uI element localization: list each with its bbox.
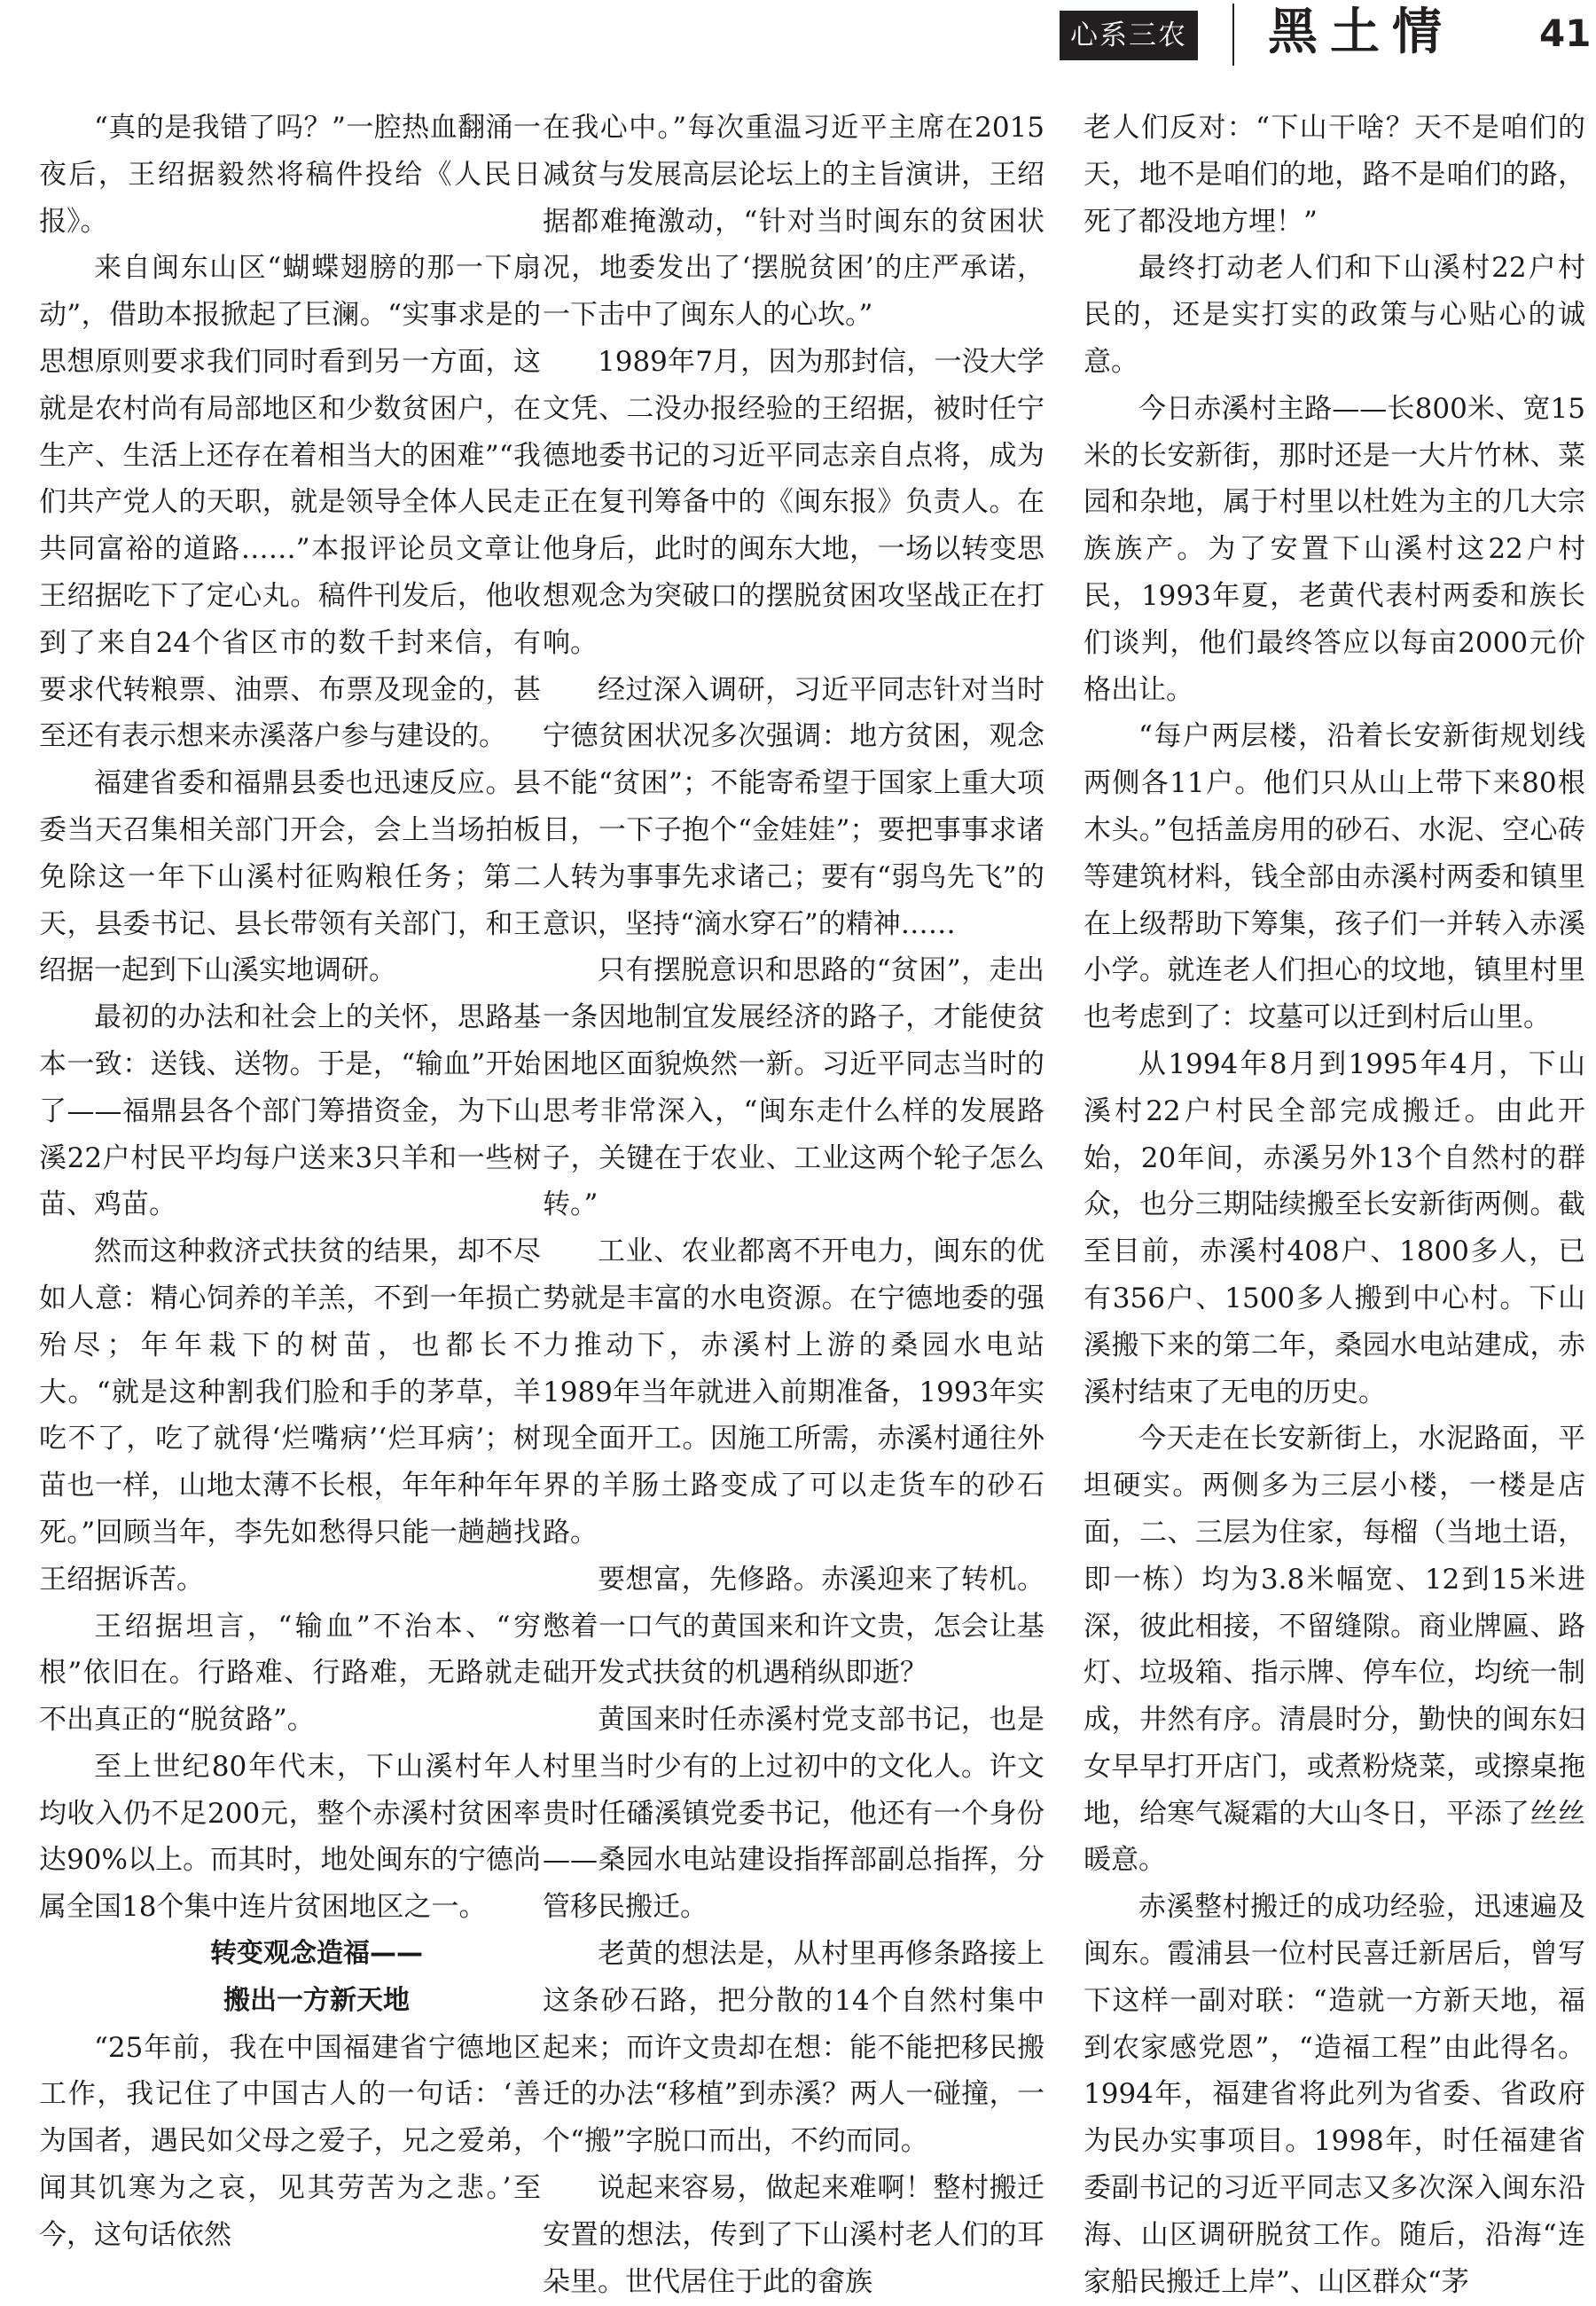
section-subheading: 转变观念造福—— [210,1938,423,1970]
paragraph: 王绍据坦言，“输血”不治本、“穷根”依旧在。行路难、行路难，无路就走不出真正的“脱贫路”。 [39,1610,541,1737]
paragraph: 老人们反对：“下山干啥？天不是咱们的天，地不是咱们的地，路不是咱们的路，死了都没地方埋！” [1084,112,1585,238]
page-header [0,0,1596,80]
paragraph: 今天走在长安新街上，水泥路面，平坦硬实。两侧多为三层小楼，一楼是店面，二、三层为住家，每榴（当地土语，即一栋）均为3.8米幅宽、12到15米进深，彼此相接，不留缝隙。商业牌匾、路灯、垃圾箱、指示牌、停车位，均统一制成，井然有序。清晨时分，勤快的闽东妇女早早打开店门，或煮粉烧菜，或擦桌拖地，给寒气凝霜的大山冬日，平添了丝丝暖意。 [1084,1423,1585,1877]
article-column-1 [39,105,541,2306]
paragraph: 老黄的想法是，从村里再修条路接上这条砂石路，把分散的14个自然村集中起来；而许文贵却在想：能不能把移民搬迁的办法“移植”到赤溪？两人一碰撞，一个“搬”字脱口而出，不约而同。 [543,1938,1044,2158]
paragraph: 最初的办法和社会上的关怀，思路基本一致：送钱、送物。于是，“输血”开始了——福鼎县各个部门筹措资金，为下山溪22户村民平均每户送来3只羊和一些树苗、鸡苗。 [39,1001,541,1221]
magazine-logo: 黑土情 [1268,3,1454,61]
paragraph: 从1994年8月到1995年4月，下山溪村22户村民全部完成搬迁。由此开始，20年间，赤溪另外13个自然村的群众，也分三期陆续搬至长安新街两侧。截至目前，赤溪村408户、1800多人，已有356户、1500多人搬到中心村。下山溪搬下来的第二年，桑园水电站建成，赤溪村结束了无电的历史。 [1084,1047,1585,1408]
paragraph: 赤溪整村搬迁的成功经验，迅速遍及闽东。霞浦县一位村民喜迁新居后，曾写下这样一副对联：“造就一方新天地，福到农家感党恩”，“造福工程”由此得名。1994年，福建省将此列为省委、省政府为民办实事项目。1998年，时任福建省委副书记的习近平同志又多次深入闽东沿海、山区调研脱贫工作。随后，沿海“连家船民搬迁上岸”、山区群众“茅 [1084,1891,1585,2298]
paragraph: 今日赤溪村主路——长800米、宽15米的长安新街，那时还是一大片竹林、菜园和杂地，属于村里以杜姓为主的几大宗族族产。为了安置下山溪村这22户村民，1993年夏，老黄代表村两委和族长们谈判，他们最终答应以每亩2000元价格出让。 [1084,392,1585,706]
paragraph: 说起来容易，做起来难啊！整村搬迁安置的想法，传到了下山溪村老人们的耳朵里。世代居住于此的畲族 [543,2172,1044,2298]
paragraph: 在我心中。”每次重温习近平主席在2015减贫与发展高层论坛上的主旨演讲，王绍据都难掩激动，“针对当时闽东的贫困状况，地委发出了‘摆脱贫困’的庄严承诺，一下击中了闽东人的心坎。” [543,112,1044,332]
page-number: 41 [1539,12,1592,55]
section-tag: 心系三农 [1060,11,1198,60]
paragraph: 1989年7月，因为那封信，一没大学文凭、二没办报经验的王绍据，被时任宁德地委书记的习近平同志亲自点将，成为正在复刊筹备中的《闽东报》负责人。在他身后，此时的闽东大地，一场以转变思想观念为突破口的摆脱贫困攻坚战正在打响。 [543,345,1044,659]
header-divider [1232,4,1234,66]
paragraph: 只有摆脱意识和思路的“贫困”，走出一条因地制宜发展经济的路子，才能使贫困地区面貌焕然一新。习近平同志当时的思考非常深入，“闽东走什么样的发展路子，关键在于农业、工业这两个轮子怎么转。” [543,954,1044,1221]
paragraph: 然而这种救济式扶贫的结果，却不尽如人意：精心饲养的羊羔，不到一年损亡殆尽；年年栽下的树苗，也都长不大。“就是这种割我们脸和手的茅草，羊吃不了，吃了就得‘烂嘴病’‘烂耳病’；树苗也一样，山地太薄不长根，年年种年年死。”回顾当年，李先如愁得只能一趟趟找王绍据诉苦。 [39,1235,541,1596]
paragraph: 要想富，先修路。赤溪迎来了转机。憋着一口气的黄国来和许文贵，怎会让基础开发式扶贫的机遇稍纵即逝？ [543,1563,1044,1690]
paragraph: 经过深入调研，习近平同志针对当时宁德贫困状况多次强调：地方贫困，观念不能“贫困”；不能寄希望于国家上重大项目，一下子抱个“金娃娃”；要把事事求诸人转为事事先求诸己；要有“弱鸟先飞”的意识，坚持“滴水穿石”的精神…… [543,673,1044,940]
paragraph: 最终打动老人们和下山溪村22户村民的，还是实打实的政策与心贴心的诚意。 [1084,252,1585,378]
paragraph: 至上世纪80年代末，下山溪村年人均收入仍不足200元，整个赤溪村贫困率达90%以上。而其时，地处闽东的宁德尚属全国18个集中连片贫困地区之一。 [39,1750,541,1924]
section-subheading: 搬出一方新天地 [223,1984,410,2016]
paragraph: “每户两层楼，沿着长安新街规划线两侧各11户。他们只从山上带下来80根木头。”包括盖房用的砂石、水泥、空心砖等建筑材料，钱全部由赤溪村两委和镇里在上级帮助下筹集，孩子们一并转入赤溪小学。就连老人们担心的坟地，镇里村里也考虑到了：坟墓可以迁到村后山里。 [1084,720,1585,1034]
article-column-3 [1084,105,1585,2306]
article-column-2 [543,105,1044,2306]
paragraph: 福建省委和福鼎县委也迅速反应。县委当天召集相关部门开会，会上当场拍板免除这一年下山溪村征购粮任务；第二天，县委书记、县长带领有关部门，和王绍据一起到下山溪实地调研。 [39,767,541,987]
paragraph: 黄国来时任赤溪村党支部书记，也是村里当时少有的上过初中的文化人。许文贵时任磻溪镇党委书记，他还有一个身份——桑园水电站建设指挥部副总指挥，分管移民搬迁。 [543,1704,1044,1924]
paragraph: 来自闽东山区“蝴蝶翅膀的那一下扇动”，借助本报掀起了巨澜。“实事求是的思想原则要求我们同时看到另一方面，这就是农村尚有局部地区和少数贫困户，在生产、生活上还存在着相当大的困难”“我们共产党人的天职，就是领导全体人民走共同富裕的道路……”本报评论员文章让王绍据吃下了定心丸。稿件刊发后，他收到了来自24个省区市的数千封来信，有要求代转粮票、油票、布票及现金的，甚至还有表示想来赤溪落户参与建设的。 [39,252,541,753]
paragraph: 工业、农业都离不开电力，闽东的优势就是丰富的水电资源。在宁德地委的强力推动下，赤溪村上游的桑园水电站1989年当年就进入前期准备，1993年实现全面开工。因施工所需，赤溪村通往外界的羊肠土路变成了可以走货车的砂石路。 [543,1235,1044,1549]
paragraph: “25年前，我在中国福建省宁德地区工作，我记住了中国古人的一句话：‘善为国者，遇民如父母之爱子，兄之爱弟，闻其饥寒为之哀，见其劳苦为之悲。’至今，这句话依然 [39,2031,541,2251]
paragraph: “真的是我错了吗？”一腔热血翻涌一夜后，王绍据毅然将稿件投给《人民日报》。 [39,112,541,238]
